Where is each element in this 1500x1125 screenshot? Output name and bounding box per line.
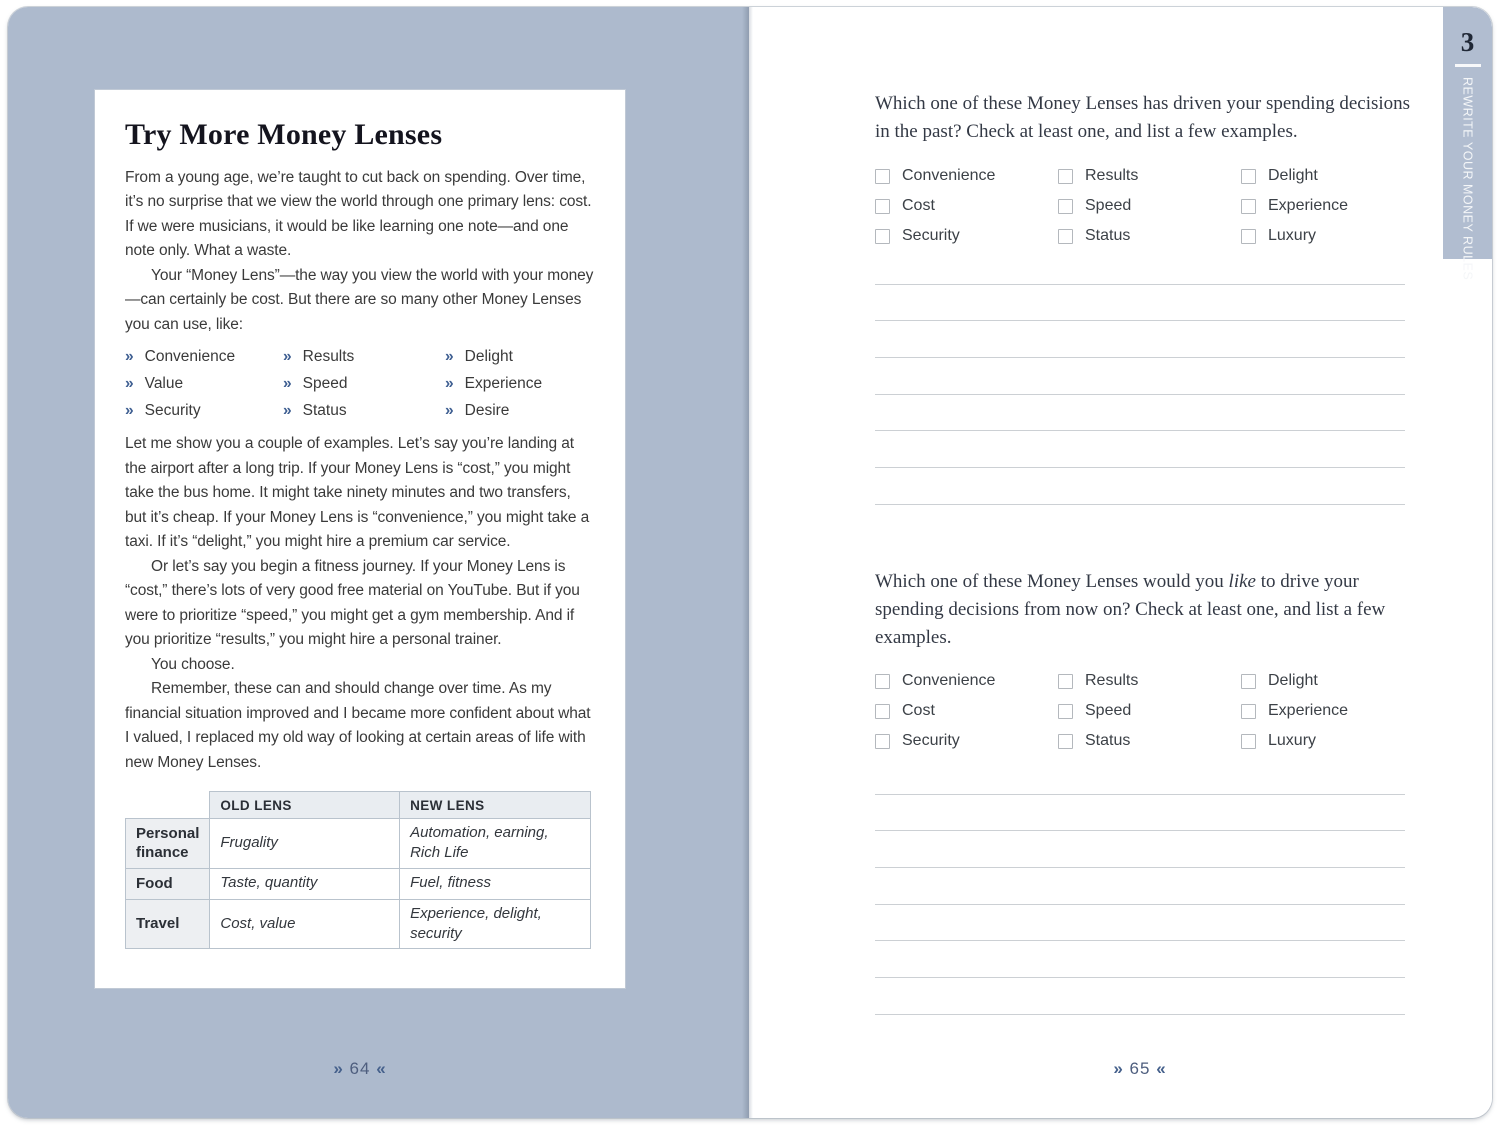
bullet-item — [445, 344, 595, 369]
body-paragraph: You choose. — [151, 655, 235, 673]
page-title: Try More Money Lenses — [125, 118, 443, 151]
bullet-item — [125, 344, 283, 369]
lens-bullet-list — [125, 344, 595, 423]
table-header-old-lens: OLD LENS — [210, 792, 400, 819]
checkbox-icon[interactable] — [1058, 734, 1073, 749]
checkbox-item[interactable] — [875, 167, 1058, 185]
checkbox-icon[interactable] — [1058, 704, 1073, 719]
writing-line[interactable] — [875, 795, 1405, 832]
body-paragraph: From a young age, we’re taught to cut back on spending. Over time, it’s no surprise that we view the world through one primary lens: cost. If we were musicians, it would be like learning one note—and one note only. What a waste. — [125, 168, 592, 259]
writing-line[interactable] — [875, 831, 1405, 868]
row-label: Travel — [126, 899, 210, 949]
writing-lines-2 — [875, 758, 1405, 1015]
double-chevron-icon: » — [445, 402, 454, 419]
checkbox-icon[interactable] — [1241, 704, 1256, 719]
body-paragraph: Or let’s say you begin a fitness journey. If your Money Lens is “cost,” there’s lots of very good free material on YouTube. But if you were to prioritize “speed,” you might get a gym membership. And if you prioritize “results,” you might hire a personal trainer. — [125, 557, 580, 648]
double-chevron-icon: » — [445, 375, 454, 392]
checkbox-item[interactable] — [1058, 702, 1241, 720]
checkbox-label: Cost — [902, 702, 935, 719]
page-number-value: 65 — [1129, 1059, 1151, 1078]
checkbox-item[interactable] — [1241, 197, 1420, 215]
checkbox-label: Experience — [1268, 197, 1349, 214]
checkbox-label: Status — [1085, 227, 1131, 244]
page-number-left — [95, 1059, 625, 1079]
question-line: in the past? Check at least one, and list a few examples. — [875, 121, 1298, 142]
checkbox-item[interactable] — [875, 732, 1058, 750]
chapter-title-vertical: REWRITE YOUR MONEY RULES — [1460, 77, 1475, 281]
body-paragraph: Let me show you a couple of examples. Let’s say you’re landing at the airport after a long trip. If your Money Lens is “cost,” you might take the bus home. It might take ninety minutes and two transfers, but it’s cheap. If your Money Lens is “convenience,” you might take a taxi. If it’s “delight,” you might hire a premium car service. — [125, 435, 590, 550]
question-2 — [875, 568, 1420, 652]
checkbox-item[interactable] — [875, 702, 1058, 720]
new-lens-value: Automation, earning, Rich Life — [400, 819, 591, 869]
writing-line[interactable] — [875, 321, 1405, 358]
checkbox-icon[interactable] — [1241, 169, 1256, 184]
bullet-label: Desire — [464, 402, 510, 419]
table-header-new-lens: NEW LENS — [400, 792, 591, 819]
checkbox-item[interactable] — [1058, 167, 1241, 185]
checkbox-label: Results — [1085, 672, 1139, 689]
bullet-label: Value — [144, 375, 184, 392]
writing-line[interactable] — [875, 248, 1405, 285]
old-lens-value: Cost, value — [210, 899, 400, 949]
bullet-label: Status — [302, 402, 347, 419]
checkbox-item[interactable] — [875, 672, 1058, 690]
checkbox-label: Cost — [902, 197, 935, 214]
table-row — [126, 868, 591, 899]
content-card — [95, 90, 625, 988]
double-chevron-icon: » — [125, 375, 134, 392]
checkbox-icon[interactable] — [875, 229, 890, 244]
row-label: Personal finance — [126, 819, 210, 869]
bullet-item — [283, 344, 445, 369]
checkbox-item[interactable] — [1241, 702, 1420, 720]
chapter-tab[interactable] — [1443, 7, 1492, 281]
writing-line[interactable] — [875, 468, 1405, 505]
writing-line[interactable] — [875, 868, 1405, 905]
checkbox-item[interactable] — [1241, 672, 1420, 690]
checkbox-icon[interactable] — [1241, 199, 1256, 214]
bullet-item — [445, 398, 595, 423]
checkbox-label: Luxury — [1268, 732, 1317, 749]
tab-divider — [1455, 64, 1481, 67]
writing-line[interactable] — [875, 395, 1405, 432]
writing-line[interactable] — [875, 978, 1405, 1015]
checkbox-icon[interactable] — [1058, 169, 1073, 184]
bullet-item — [125, 371, 283, 396]
writing-line[interactable] — [875, 431, 1405, 468]
right-page — [749, 7, 1492, 1118]
right-guillemet-icon: » — [333, 1059, 344, 1078]
bullet-label: Speed — [302, 375, 348, 392]
double-chevron-icon: » — [283, 375, 292, 392]
checkbox-item[interactable] — [1058, 197, 1241, 215]
bullet-label: Security — [144, 402, 201, 419]
book-spread — [8, 7, 1492, 1118]
writing-line[interactable] — [875, 758, 1405, 795]
question-1 — [875, 90, 1420, 146]
double-chevron-icon: » — [283, 402, 292, 419]
old-lens-value: Taste, quantity — [210, 868, 400, 899]
page-number-right — [875, 1059, 1405, 1079]
checkbox-icon[interactable] — [1241, 229, 1256, 244]
checkbox-label: Convenience — [902, 672, 996, 689]
checkbox-item[interactable] — [1241, 227, 1420, 245]
checkbox-icon[interactable] — [1058, 199, 1073, 214]
checkbox-grid-2 — [875, 672, 1420, 750]
question-line: Which one of these Money Lenses has driven your spending decisions — [875, 93, 1411, 114]
checkbox-label: Security — [902, 732, 960, 749]
checkbox-icon[interactable] — [1241, 734, 1256, 749]
checkbox-label: Results — [1085, 167, 1139, 184]
question-line: examples. — [875, 627, 952, 648]
table-row — [126, 819, 591, 869]
checkbox-icon[interactable] — [875, 734, 890, 749]
page-number-value: 64 — [349, 1059, 371, 1078]
bullet-item — [283, 371, 445, 396]
bullet-label: Experience — [464, 375, 543, 392]
checkbox-grid-1 — [875, 167, 1420, 245]
left-page — [8, 7, 749, 1118]
old-lens-value: Frugality — [210, 819, 400, 869]
bullet-label: Convenience — [144, 348, 236, 365]
bullet-item — [125, 398, 283, 423]
checkbox-item[interactable] — [1058, 672, 1241, 690]
new-lens-value: Fuel, fitness — [400, 868, 591, 899]
checkbox-icon[interactable] — [1058, 674, 1073, 689]
bullet-label: Results — [302, 348, 355, 365]
checkbox-label: Delight — [1268, 167, 1318, 184]
checkbox-label: Luxury — [1268, 227, 1317, 244]
checkbox-label: Speed — [1085, 197, 1132, 214]
double-chevron-icon: » — [125, 402, 134, 419]
checkbox-label: Speed — [1085, 702, 1132, 719]
body-paragraph: Remember, these can and should change over time. As my financial situation improved and I became more confident about what I valued, I replaced my old way of looking at certain areas of life with new Money Lenses. — [125, 680, 591, 771]
checkbox-item[interactable] — [1058, 732, 1241, 750]
question-line: spending decisions from now on? Check at least one, and list a few — [875, 599, 1386, 620]
bullet-item — [445, 371, 595, 396]
writing-line[interactable] — [875, 285, 1405, 322]
italic-word: like — [1228, 571, 1256, 592]
row-label: Food — [126, 868, 210, 899]
new-lens-value: Experience, delight, security — [400, 899, 591, 949]
table-row — [126, 899, 591, 949]
checkbox-item[interactable] — [875, 227, 1058, 245]
checkbox-icon[interactable] — [1058, 229, 1073, 244]
lens-comparison-table — [125, 791, 591, 949]
checkbox-label: Experience — [1268, 702, 1349, 719]
checkbox-item[interactable] — [1058, 227, 1241, 245]
left-guillemet-icon: « — [1156, 1059, 1167, 1078]
checkbox-label: Status — [1085, 732, 1131, 749]
bullet-label: Delight — [464, 348, 513, 365]
checkbox-label: Delight — [1268, 672, 1318, 689]
chapter-number: 3 — [1460, 27, 1475, 57]
question-line: Which one of these Money Lenses would you like to drive your — [875, 571, 1359, 592]
checkbox-icon[interactable] — [1241, 674, 1256, 689]
writing-line[interactable] — [875, 358, 1405, 395]
double-chevron-icon: » — [445, 348, 454, 365]
checkbox-item[interactable] — [875, 197, 1058, 215]
writing-line[interactable] — [875, 905, 1405, 942]
checkbox-label: Convenience — [902, 167, 996, 184]
right-guillemet-icon: » — [1113, 1059, 1124, 1078]
left-guillemet-icon: « — [376, 1059, 387, 1078]
writing-lines-1 — [875, 248, 1405, 505]
bullet-item — [283, 398, 445, 423]
checkbox-label: Security — [902, 227, 960, 244]
checkbox-item[interactable] — [1241, 732, 1420, 750]
checkbox-icon[interactable] — [875, 674, 890, 689]
double-chevron-icon: » — [283, 348, 292, 365]
checkbox-icon[interactable] — [875, 199, 890, 214]
body-paragraph: Your “Money Lens”—the way you view the world with your money—can certainly be cost. But there are so many other Money Lenses you can use, like: — [125, 266, 594, 333]
checkbox-icon[interactable] — [875, 704, 890, 719]
table-corner-cell — [126, 792, 210, 819]
double-chevron-icon: » — [125, 348, 134, 365]
writing-line[interactable] — [875, 941, 1405, 978]
checkbox-icon[interactable] — [875, 169, 890, 184]
checkbox-item[interactable] — [1241, 167, 1420, 185]
